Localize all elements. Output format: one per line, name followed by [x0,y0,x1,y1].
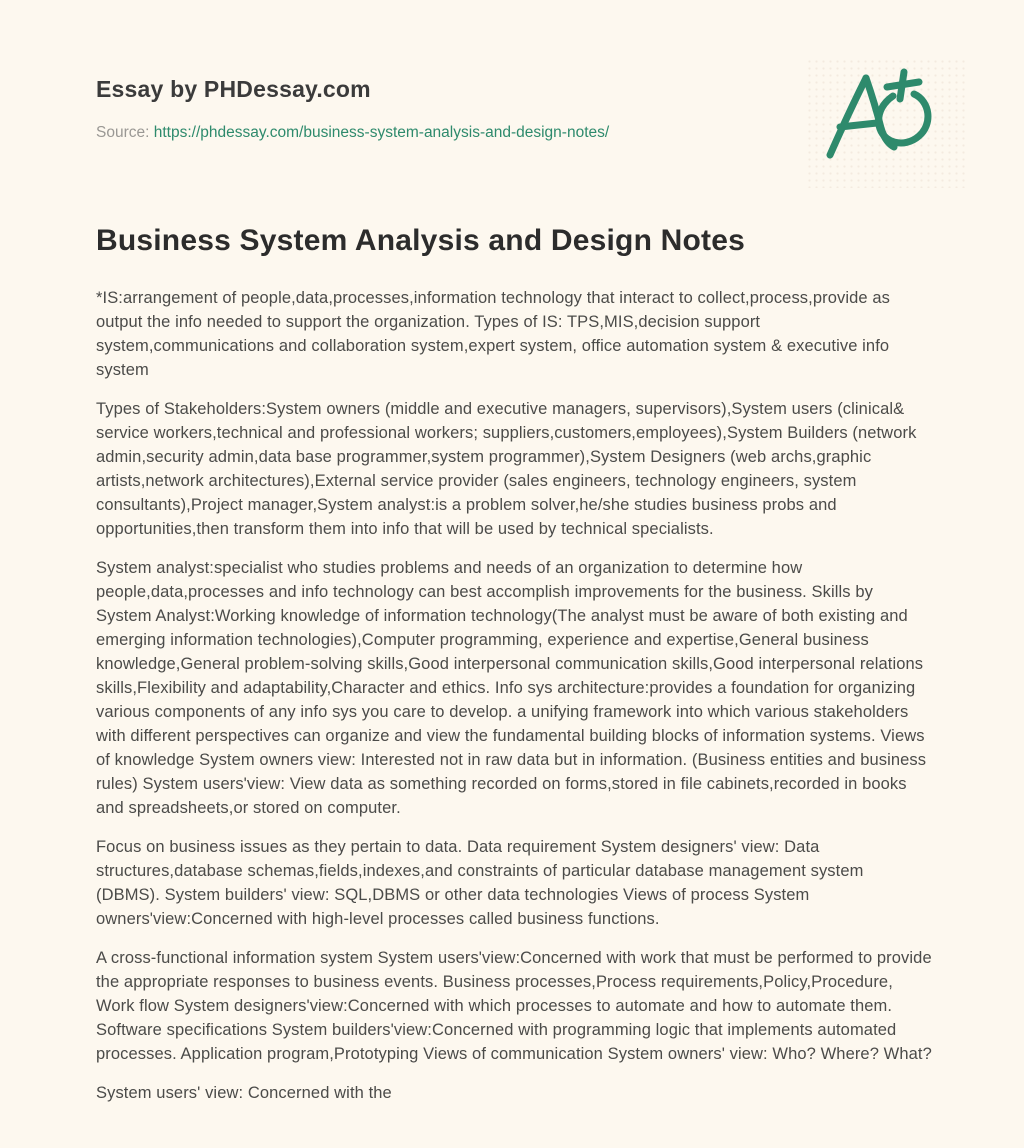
essay-body [96,286,932,1120]
site-header-title: Essay by PHDessay.com [96,76,371,102]
source-line [96,124,609,142]
essay-paragraph: Types of Stakeholders:System owners (middle and executive managers, supervisors),System users (clinical& service workers,technical and professional workers; suppliers,customers,employees),System Builders (network admin,security admin,data base programmer,system programmer),System Designers (web archs,graphic artists,network architectures),External service provider (sales engineers, technology engineers, system consultants),Project manager,System analyst:is a problem solver,he/she studies business probs and opportunities,then transform them into info that will be used by technical specialists. [96,400,917,538]
page-title: Business System Analysis and Design Notes [96,224,745,257]
essay-paragraph: *IS:arrangement of people,data,processes,information technology that interact to collect,process,provide as output the info needed to support the organization. Types of IS: TPS,MIS,decision support system,communications and collaboration system,expert system, office automation system & executive info system [96,289,890,379]
a-plus-logo-icon [820,60,940,168]
essay-paragraph: A cross-functional information system System users'view:Concerned with work that must be performed to provide the appropriate responses to business events. Business processes,Process requirements,Policy,Procedure, Work flow System designers'view:Concerned with which processes to automate and how to automate them. Software specifications System builders'view:Concerned with programming logic that implements automated processes. Application program,Prototyping Views of communication System owners' view: Who? Where? What? [96,949,932,1063]
source-label: Source: [96,124,150,141]
essay-paragraph: Focus on business issues as they pertain to data. Data requirement System designers' view: Data structures,database schemas,fields,indexes,and constraints of particular database management system (DBMS). System builders' view: SQL,DBMS or other data technologies Views of process System owners'view:Concerned with high-level processes called business functions. [96,838,864,928]
source-url-link[interactable]: https://phdessay.com/business-system-analysis-and-design-notes/ [153,124,610,141]
essay-paragraph: System analyst:specialist who studies problems and needs of an organization to determine how people,data,processes and info technology can best accomplish improvements for the business. Skills by System Analyst:Working knowledge of information technology(The analyst must be aware of both existing and emerging information technologies),Computer programming, experience and expertise,General business knowledge,General problem-solving skills,Good interpersonal communication skills,Good interpersonal relations skills,Flexibility and adaptability,Character and ethics. Info sys architecture:provides a foundation for organizing various components of any info sys you care to develop. a unifying framework into which various stakeholders with different perspectives can organize and view the fundamental building blocks of information systems. Views of knowledge System owners view: Interested not in raw data but in information. (Business entities and business rules) System users'view: View data as something recorded on forms,stored in file cabinets,recorded in books and spreadsheets,or stored on computer. [96,559,927,817]
essay-paragraph: System users' view: Concerned with the [96,1084,392,1102]
